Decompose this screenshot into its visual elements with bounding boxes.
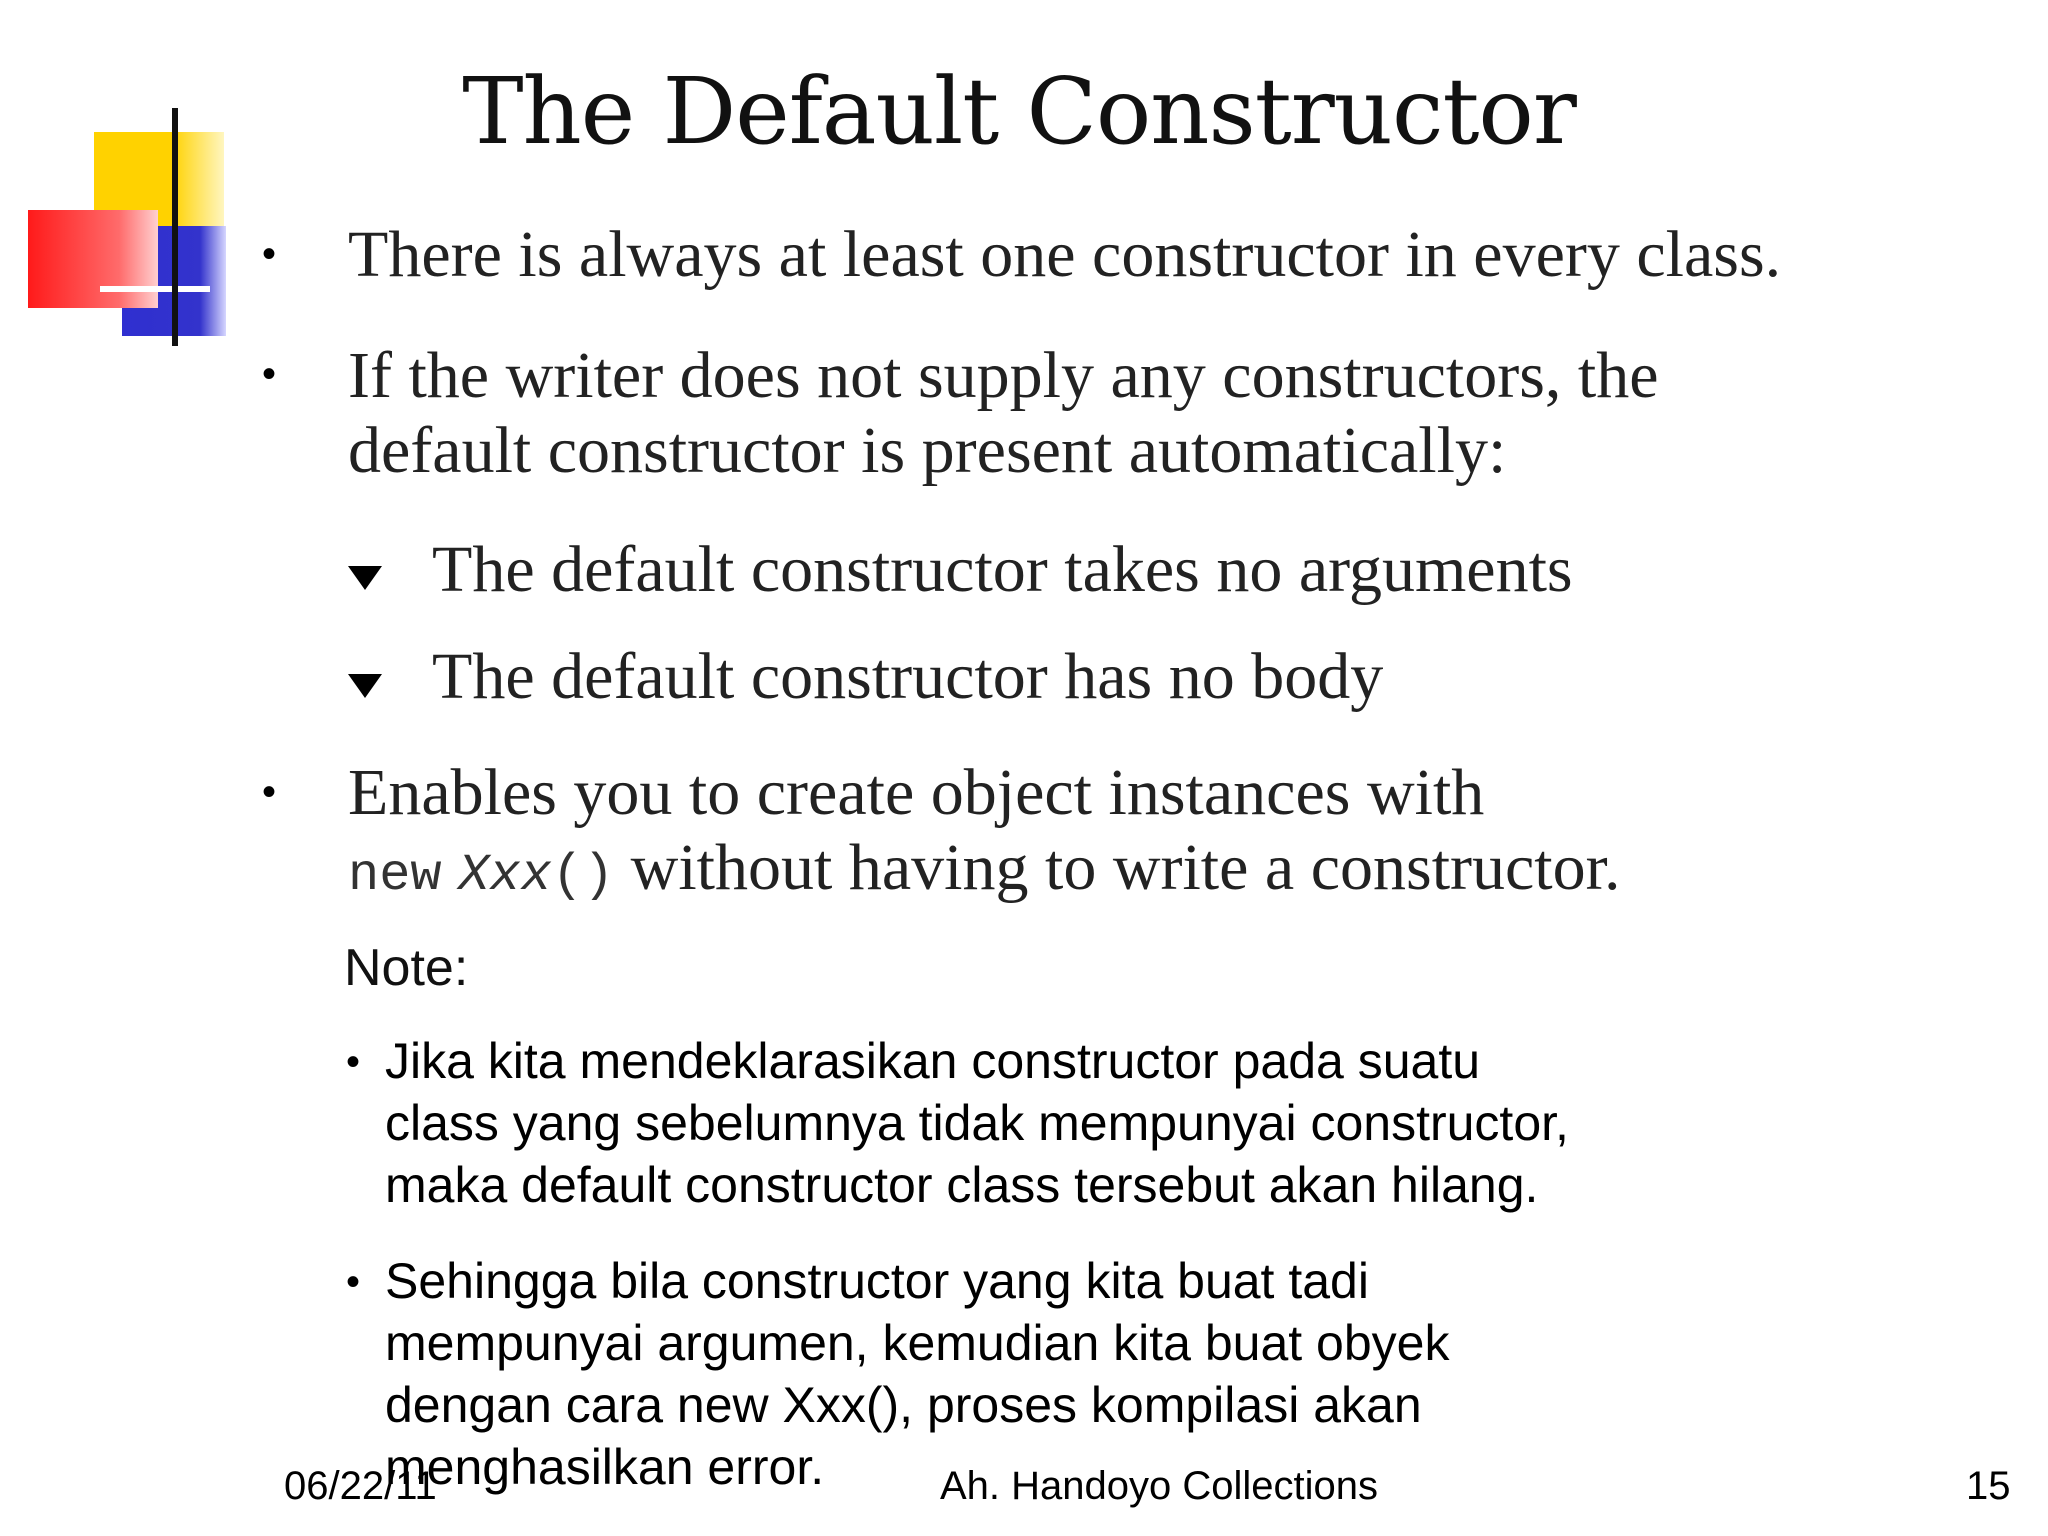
footer-date: 06/22/11 bbox=[284, 1464, 437, 1508]
bullet-dot: • bbox=[262, 352, 277, 396]
bullet-3-text: Enables you to create object instances with new Xxx() without having to write a constructor. bbox=[348, 756, 1621, 905]
note-label: Note: bbox=[344, 939, 469, 997]
bullet-2-text: If the writer does not supply any constructors, the default constructor is present automatically: bbox=[348, 339, 1659, 487]
note-bullet-dot: • bbox=[346, 1040, 361, 1084]
code-parens: () bbox=[551, 846, 615, 905]
slide-title: The Default Constructor bbox=[462, 58, 1576, 165]
triangle-bullet-icon bbox=[348, 566, 382, 590]
footer-page-number: 15 bbox=[1966, 1464, 2011, 1508]
bullet-3-rest: without having to write a constructor. bbox=[630, 831, 1621, 904]
white-bar bbox=[100, 286, 210, 292]
triangle-bullet-icon bbox=[348, 674, 382, 698]
red-square bbox=[28, 210, 158, 308]
footer-author: Ah. Handoyo Collections bbox=[940, 1464, 1379, 1508]
code-class-name: Xxx bbox=[458, 846, 552, 905]
note-bullet-dot: • bbox=[346, 1260, 361, 1304]
bullet-dot: • bbox=[262, 232, 277, 276]
sub-bullet-2-text: The default constructor has no body bbox=[432, 640, 1384, 713]
code-new: new bbox=[348, 846, 442, 905]
sub-bullet-1-text: The default constructor takes no arguments bbox=[432, 533, 1573, 606]
note-2-text: Sehingga bila constructor yang kita buat tadi mempunyai argumen, kemudian kita buat obyek dengan cara new Xxx(), proses kompilasi akan menghasilkan error. bbox=[385, 1253, 1450, 1495]
bullet-dot: • bbox=[262, 770, 277, 814]
bullet-1-text: There is always at least one constructor in every class. bbox=[348, 218, 1782, 291]
note-1-text: Jika kita mendeklarasikan constructor pada suatu class yang sebelumnya tidak mempunyai constructor, maka default constructor class tersebut akan hilang. bbox=[385, 1033, 1569, 1213]
